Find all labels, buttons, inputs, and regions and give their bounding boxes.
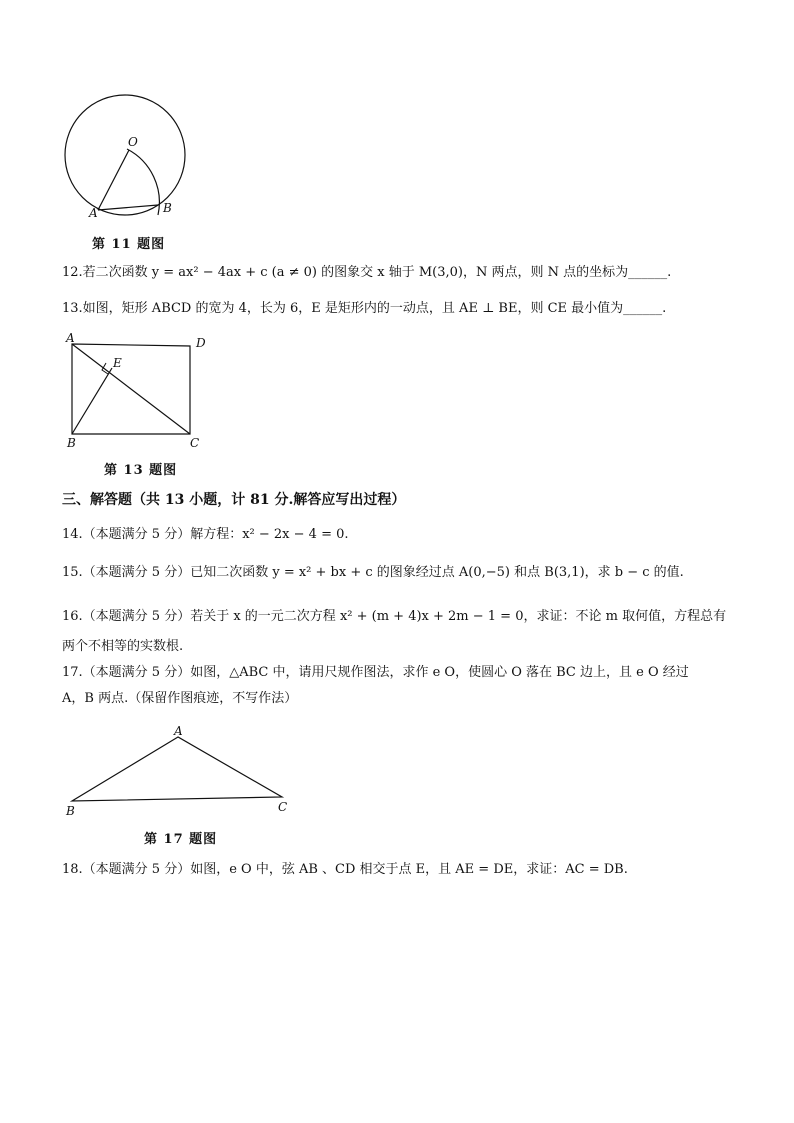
label-o: O [128, 135, 138, 149]
segment-oa [98, 150, 129, 210]
question-16-line-2: 两个不相等的实数根. [62, 639, 184, 654]
question-18: 18.（本题满分 5 分）如图，e O 中，弦 AB 、CD 相交于点 E，且 AE = DE，求证：AC = DB. [62, 862, 628, 877]
figure-13 [62, 330, 212, 450]
question-15: 15.（本题满分 5 分）已知二次函数 y = x² + bx + c 的图象经过点 A(0,−5) 和点 B(3,1)，求 b − c 的值. [62, 565, 684, 580]
question-12: 12.若二次函数 y = ax² − 4ax + c (a ≠ 0) 的图象交 x 轴于 M(3,0)，N 两点，则 N 点的坐标为______. [62, 265, 672, 280]
segment-be [72, 368, 112, 434]
section-3-title: 三、解答题（共 13 小题，计 81 分.解答应写出过程） [62, 492, 406, 508]
question-16-line-1: 16.（本题满分 5 分）若关于 x 的一元二次方程 x² + (m + 4)x + 2m − 1 = 0，求证：不论 m 取何值，方程总有 [62, 609, 727, 624]
triangle-abc [72, 737, 282, 801]
segment-ab [98, 205, 158, 210]
question-17-line-2: A，B 两点.（保留作图痕迹，不写作法） [62, 691, 298, 706]
label-d: D [196, 336, 206, 350]
label-e: E [113, 356, 122, 370]
circle-outline [65, 95, 185, 215]
label-a: A [66, 331, 75, 345]
figure-17 [60, 725, 300, 820]
label-b: B [67, 436, 76, 450]
label-c: C [190, 436, 200, 450]
figure-11 [60, 90, 200, 225]
fig17-caption: 第 17 题图 [144, 832, 218, 847]
question-14: 14.（本题满分 5 分）解方程：x² − 2x − 4 = 0. [62, 527, 349, 542]
fig11-caption: 第 11 题图 [92, 237, 166, 252]
fig13-caption: 第 13 题图 [104, 463, 178, 478]
label-a: A [174, 725, 183, 738]
label-b: B [163, 201, 172, 215]
question-13: 13.如图，矩形 ABCD 的宽为 4，长为 6，E 是矩形内的一动点，且 AE ⊥ BE，则 CE 最小值为______. [62, 301, 667, 316]
label-b: B [66, 804, 75, 818]
label-a: A [89, 206, 98, 220]
segment-ac [72, 344, 190, 434]
label-c: C [278, 800, 288, 814]
question-17-line-1: 17.（本题满分 5 分）如图，△ABC 中，请用尺规作图法，求作 e O，使圆心 O 落在 BC 边上，且 e O 经过 [62, 665, 689, 680]
